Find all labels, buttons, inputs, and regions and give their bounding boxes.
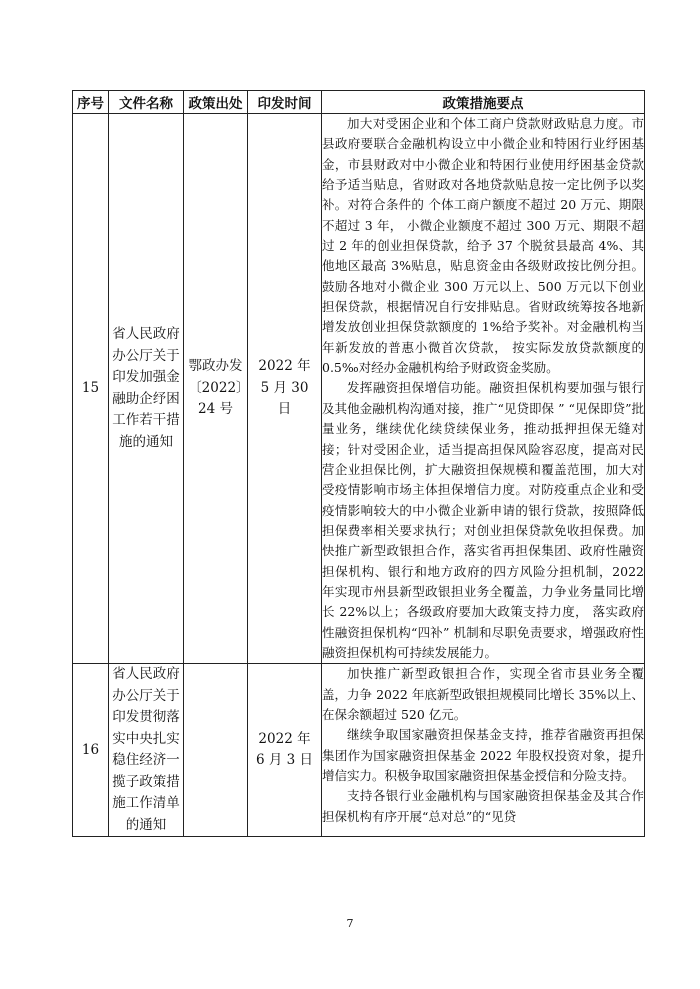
- measure-paragraph: 加大对受困企业和个体工商户贷款财政贴息力度。市县政府要联合金融机构设立中小微企业和特困行业纾困基金，市县财政对中小微企业和特困行业使用纾困基金贷款给予适当贴息，省财政对各地贷款贴息按一定比例予以奖补。对符合条件的 个体工商户额度不超过 20 万元、期限不超过 3 年， 小微企业额度不超过 300 万元、期限不超过 2 年的创业担保贷款，给予 37 个脱贫县最高 4%、其他地区最高 3%贴息，贴息资金由各级财政按比例分担。 鼓励各地对小微企业 300 万元以上、500 万元以下创业担保贷款，根据情况自行安排贴息。省财政统筹按各地新增发放创业担保贷款额度的 1%给予奖补。对金融机构当年新发放的普惠小微首次贷款， 按实际发放贷款额度的 0.5‰对经办金融机构给予财政资金奖励。: [322, 116, 644, 376]
- header-no: 序号: [73, 91, 109, 114]
- row-measures: [322, 114, 645, 664]
- page-number: 7: [346, 917, 354, 930]
- row-doc-name: 省人民政府办公厅关于印发贯彻落实中央扎实稳住经济一揽子政策措施工作清单的通知: [109, 664, 184, 837]
- row-no: 16: [73, 664, 109, 837]
- row-no: 15: [73, 114, 109, 664]
- measure-paragraph: 发挥融资担保增信功能。融资担保机构要加强与银行及其他金融机构沟通对接，推广“见贷即保 ” “见保即贷”批量业务，继续优化续贷续保业务，推动抵押担保无缝对接；针对受困企业，适当提高担保风险容忍度，提高对民营企业担保比例，扩大融资担保规模和覆盖范围，加大对受疫情影响市场主体担保增信力度。对防疫重点企业和受疫情影响较大的中小微企业新申请的银行贷款，按照降低担保费率相关要求执行；对创业担保贷款免收担保费。加快推广新型政银担合作，落实省再担保集团、政府性融资担保机构、银行和地方政府的四方风险分担机制，2022 年实现市州县新型政银担业务全覆盖，力争业务量同比增长 22%以上；各级政府要加大政策支持力度， 落实政府性融资担保机构“四补” 机制和尽职免责要求，增强政府性融资担保机构可持续发展能力。: [322, 380, 644, 660]
- table-row: [73, 114, 645, 664]
- row-source: 鄂政办发〔2022〕24 号: [184, 114, 248, 664]
- row-doc-name: 省人民政府办公厅关于印发加强金融助企纾困工作若干措施的通知: [109, 114, 184, 664]
- header-date: 印发时间: [248, 91, 322, 114]
- measure-paragraph: 加快推广新型政银担合作，实现全省市县业务全覆盖，力争 2022 年底新型政银担规模同比增长 35%以上、在保余额超过 520 亿元。: [322, 666, 644, 722]
- policy-table: [72, 90, 645, 837]
- row-source: [184, 664, 248, 837]
- table-row: [73, 664, 645, 837]
- header-source: 政策出处: [184, 91, 248, 114]
- row-date: 2022 年 6 月 3 日: [248, 664, 322, 837]
- header-doc-name: 文件名称: [109, 91, 184, 114]
- measure-paragraph: 继续争取国家融资担保基金支持，推荐省融资再担保集团作为国家融资担保基金 2022 年股权投资对象，提升增信实力。积极争取国家融资担保基金授信和分险支持。: [322, 727, 644, 783]
- measure-paragraph: 支持各银行业金融机构与国家融资担保基金及其合作担保机构有序开展“总对总”的“见贷: [322, 788, 644, 824]
- table-header-row: [73, 91, 645, 114]
- row-measures: [322, 664, 645, 837]
- row-date: 2022 年 5 月 30 日: [248, 114, 322, 664]
- header-measures: 政策措施要点: [322, 91, 645, 114]
